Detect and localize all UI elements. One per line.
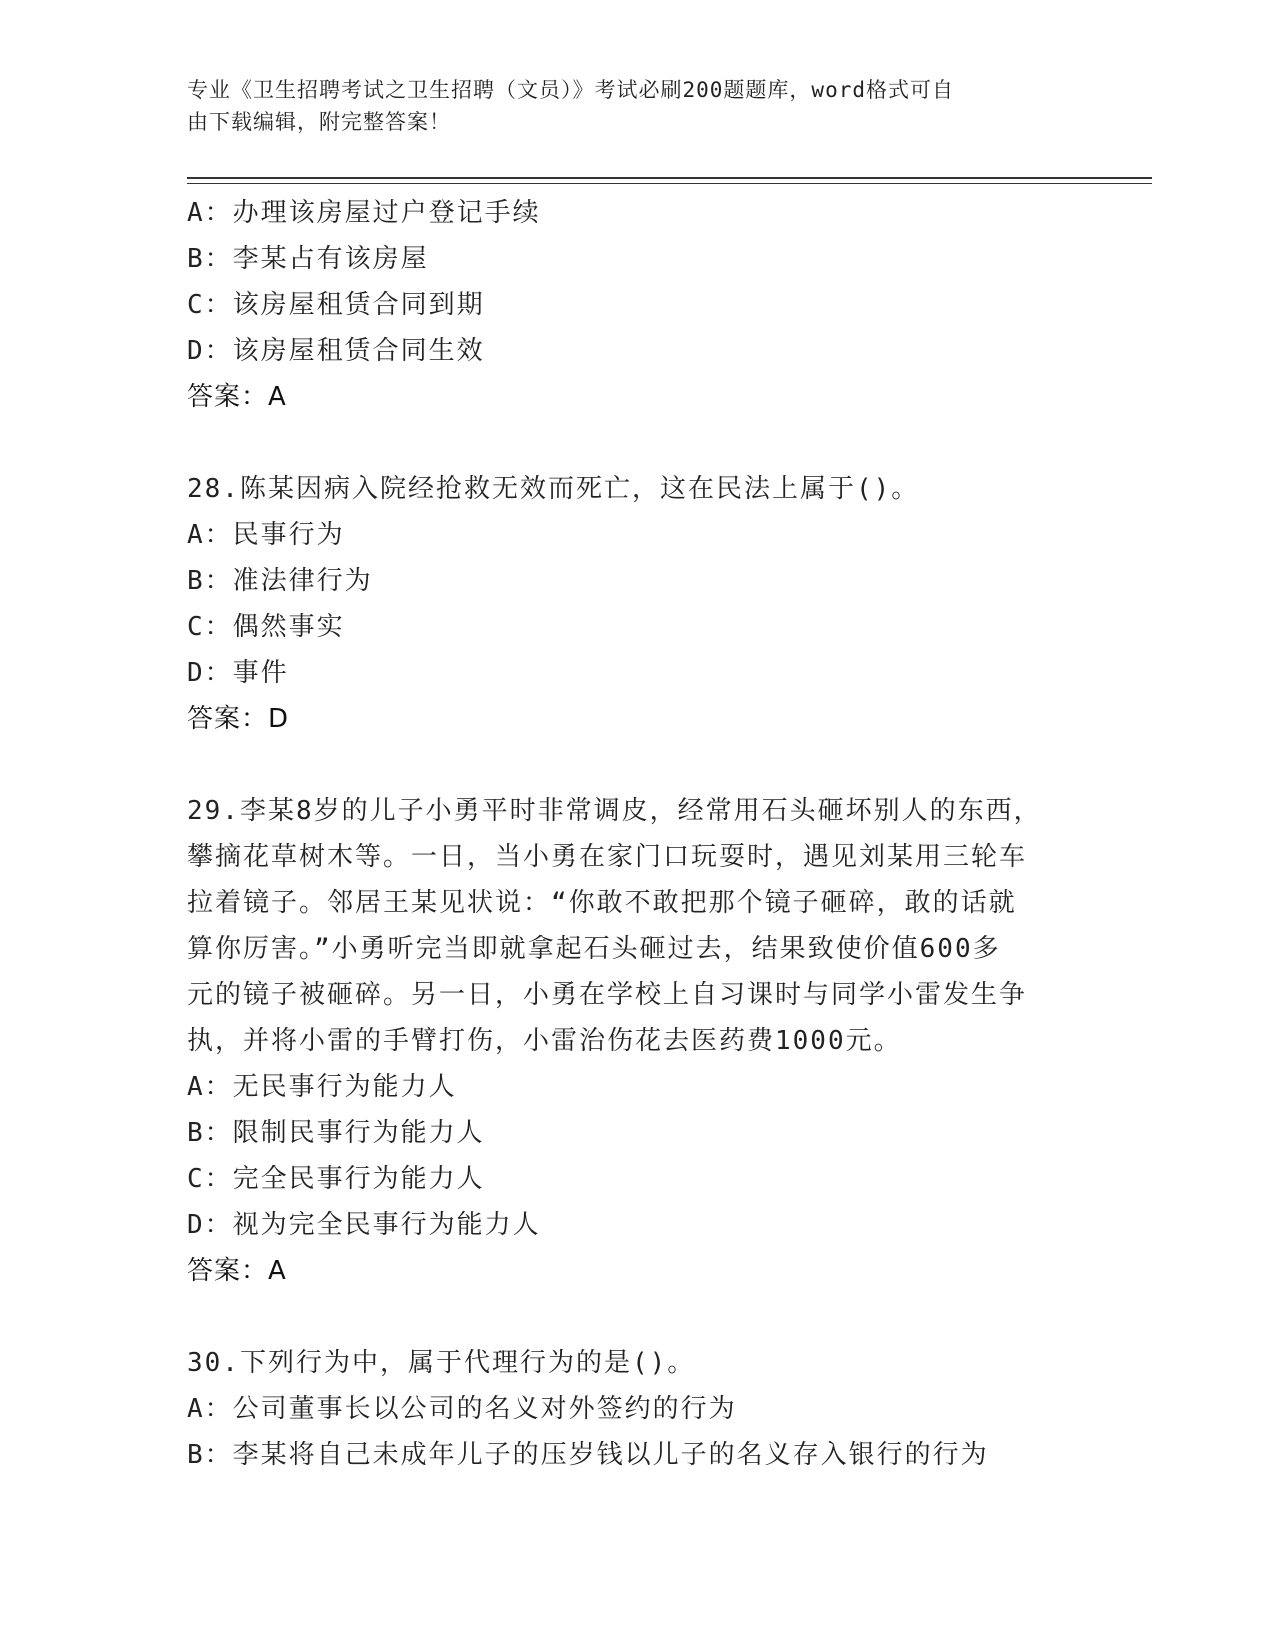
q27-option-a: A：办理该房屋过户登记手续: [187, 198, 541, 228]
q27-option-d: D：该房屋租赁合同生效: [187, 336, 485, 366]
q29-stem-line-5: 元的镜子被砸碎。另一日，小勇在学校上自习课时与同学小雷发生争: [187, 980, 1028, 1010]
question-30: [187, 1340, 1067, 1478]
q28-option-c: C：偶然事实: [187, 612, 345, 642]
spacer: [187, 420, 1067, 466]
header-rule-thin: [187, 183, 1152, 184]
q28-option-d: D：事件: [187, 658, 289, 688]
q27-option-b: B：李某占有该房屋: [187, 244, 429, 274]
spacer: [187, 742, 1067, 788]
q28-option-b: B：准法律行为: [187, 566, 373, 596]
q30-option-a: A：公司董事长以公司的名义对外签约的行为: [187, 1394, 737, 1424]
q28-stem: 28.陈某因病入院经抢救无效而死亡，这在民法上属于()。: [187, 474, 920, 504]
q29-stem-line-2: 攀摘花草树木等。一日，当小勇在家门口玩耍时，遇见刘某用三轮车: [187, 842, 1028, 872]
document-header: [187, 74, 1067, 138]
q30-stem: 30.下列行为中，属于代理行为的是()。: [187, 1348, 696, 1378]
q28-option-a: A：民事行为: [187, 520, 345, 550]
q29-option-c: C：完全民事行为能力人: [187, 1164, 485, 1194]
header-line-2: 由下载编辑，附完整答案！: [187, 110, 451, 134]
q27-answer: 答案：A: [187, 382, 287, 412]
question-27: [187, 190, 1067, 420]
question-28: [187, 466, 1067, 742]
q30-option-b: B：李某将自己未成年儿子的压岁钱以儿子的名义存入银行的行为: [187, 1440, 989, 1470]
q29-option-a: A：无民事行为能力人: [187, 1072, 457, 1102]
q27-option-c: C：该房屋租赁合同到期: [187, 290, 485, 320]
header-line-1: 专业《卫生招聘考试之卫生招聘（文员）》考试必刷200题题库，word格式可自: [187, 78, 954, 102]
question-29: [187, 788, 1067, 1294]
q29-stem-line-3: 拉着镜子。邻居王某见状说：“你敢不敢把那个镜子砸碎，敢的话就: [187, 888, 1017, 918]
q29-option-d: D：视为完全民事行为能力人: [187, 1210, 541, 1240]
q29-option-b: B：限制民事行为能力人: [187, 1118, 485, 1148]
q29-answer: 答案：A: [187, 1256, 287, 1286]
q28-answer: 答案：D: [187, 704, 290, 734]
question-content: [187, 190, 1067, 1478]
q29-stem-line-4: 算你厉害。”小勇听完当即就拿起石头砸过去，结果致使价值600多: [187, 934, 1001, 964]
q29-stem-line-1: 29.李某8岁的儿子小勇平时非常调皮，经常用石头砸坏别人的东西，: [187, 796, 1042, 826]
header-rule-thick: [187, 177, 1152, 179]
q29-stem-line-6: 执，并将小雷的手臂打伤，小雷治伤花去医药费1000元。: [187, 1026, 902, 1056]
spacer: [187, 1294, 1067, 1340]
